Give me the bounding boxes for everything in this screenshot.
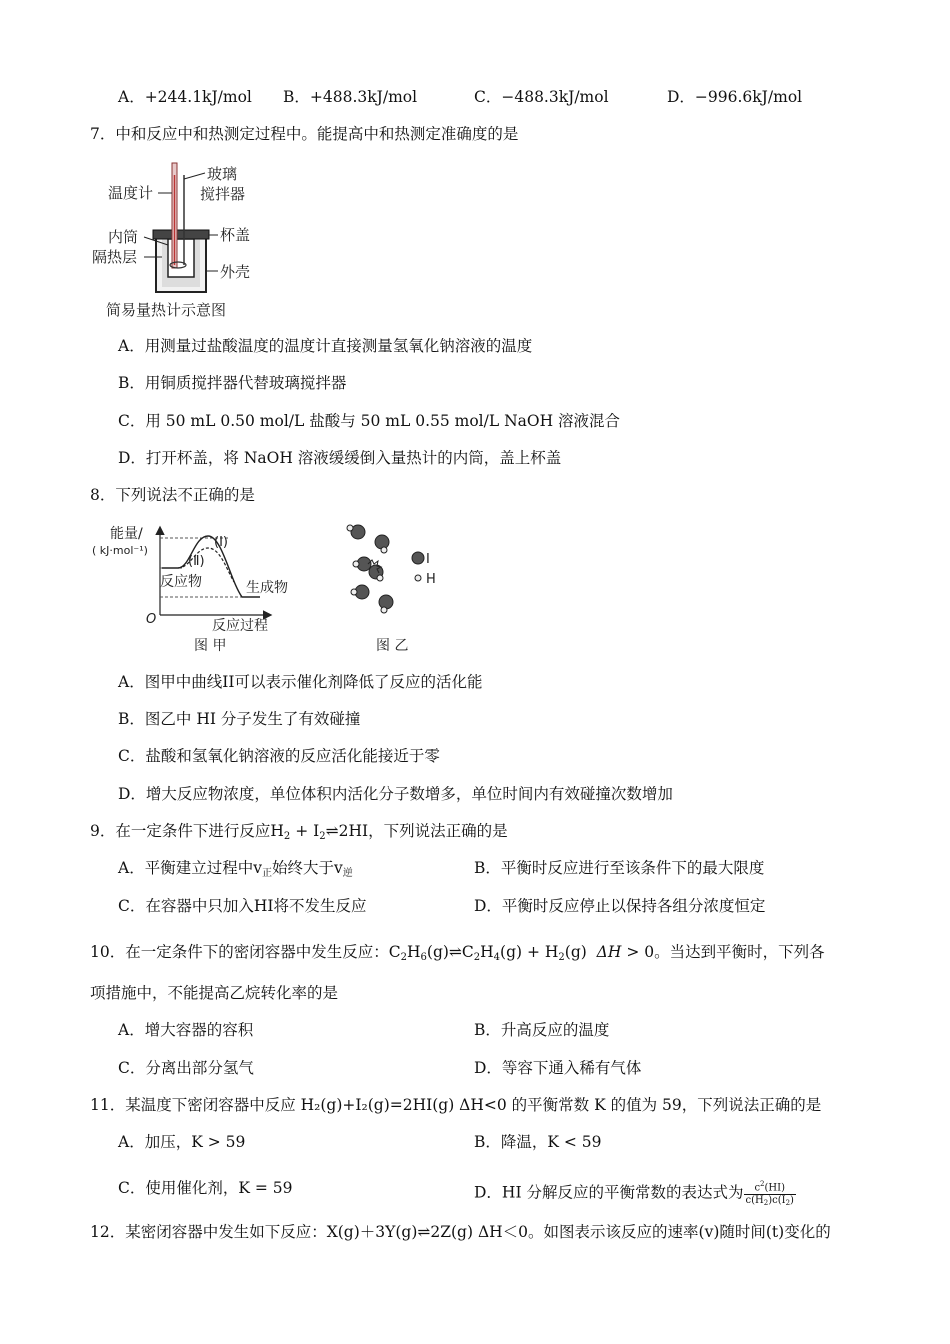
q11-option-b: B．降温，K < 59 — [474, 1133, 602, 1151]
collision-diagram — [340, 520, 460, 660]
origin-label: O — [146, 612, 157, 627]
label-inner-cup: 内筒 — [108, 228, 139, 246]
q11-option-a: A．加压，K > 59 — [118, 1133, 246, 1151]
q9-option-c: C．在容器中只加入HI将不发生反应 — [118, 897, 367, 915]
q8-option-d: D．增大反应物浓度，单位体积内活化分子数增多，单位时间内有效碰撞次数增加 — [118, 785, 673, 803]
q10-stem-line2: 项措施中，不能提高乙烷转化率的是 — [90, 984, 339, 1002]
q11-option-c: C．使用催化剂，K = 59 — [118, 1179, 293, 1197]
q9-stem: 9．在一定条件下进行反应$H_2$ + $I_2\rightleftharpoons 2HI$，下列说法正确的是 — [90, 822, 508, 842]
q12-stem: 12．某密闭容器中发生如下反应：X(g)＋3Y(g)⇌2Z(g) ΔH＜0。如图表示该反应的速率(v)随时间(t)变化的 — [90, 1223, 831, 1241]
q6-option-c: C．−488.3kJ/mol — [474, 88, 609, 106]
q10-option-b: B．升高反应的温度 — [474, 1021, 610, 1039]
q10-option-c: C．分离出部分氢气 — [118, 1059, 254, 1077]
energy-axis-label: 能量/ — [110, 526, 143, 542]
q11-equilibrium-fraction: $\frac{c^2(HI)}{c(H_2)c(I_2)}$ — [745, 1180, 794, 1208]
q9-option-a: A．平衡建立过程中$v_正$始终大于$v_逆$ — [118, 859, 353, 879]
q8-option-c: C．盐酸和氢氧化钠溶液的反应活化能接近于零 — [118, 747, 440, 765]
q7-option-b: B．用铜质搅拌器代替玻璃搅拌器 — [118, 374, 347, 392]
q7-option-a: A．用测量过盐酸温度的温度计直接测量氢氧化钠溶液的温度 — [118, 337, 533, 355]
q8-stem: 8．下列说法不正确的是 — [90, 486, 255, 504]
q6-option-b: B．+488.3kJ/mol — [283, 88, 418, 106]
q11-option-d: D．HI 分解反应的平衡常数的表达式为 $\frac{c^2(HI)}{c(H_2)c(I_2)}$ — [474, 1180, 794, 1208]
label-lid: 杯盖 — [220, 226, 251, 244]
q9-option-d: D．平衡时反应停止以保持各组分浓度恒定 — [474, 897, 766, 915]
product-label: 生成物 — [246, 580, 288, 596]
q8-option-b: B．图乙中 HI 分子发生了有效碰撞 — [118, 710, 361, 728]
reaction-progress-label: 反应过程 — [212, 618, 268, 634]
energy-profile-diagram — [90, 520, 320, 660]
label-thermometer: 温度计 — [108, 184, 154, 202]
reactant-label: 反应物 — [160, 574, 202, 590]
q10-equation: $C_2H_6(g)\rightleftharpoons C_2H_4(g) + H_2(g) \Delta H > 0$ — [388, 943, 655, 963]
q6-option-d: D．−996.6kJ/mol — [667, 88, 803, 106]
curve-label-1: (Ⅰ) — [214, 535, 228, 550]
label-glass: 玻璃 — [207, 165, 238, 183]
label-shell: 外壳 — [220, 263, 251, 281]
q10-stem: 10．在一定条件下的密闭容器中发生反应：$C_2H_6(g)\rightleftharpoons C_2H_4(g) + H_2(g) \Delta H > 0$。当达到平衡时，下列各 — [90, 943, 825, 963]
q6-option-a: A．+244.1kJ/mol — [118, 88, 252, 106]
q11-stem: 11．某温度下密闭容器中反应 H₂(g)+I₂(g)=2HI(g) ΔH<0 的平衡常数 K 的值为 59，下列说法正确的是 — [90, 1096, 822, 1114]
label-insulation: 隔热层 — [92, 248, 138, 266]
q8-option-a: A．图甲中曲线II可以表示催化剂降低了反应的活化能 — [118, 673, 483, 691]
q10-option-a: A．增大容器的容积 — [118, 1021, 254, 1039]
q10-option-d: D．等容下通入稀有气体 — [474, 1059, 642, 1077]
legend-hydrogen: H — [426, 572, 436, 587]
calorimeter-diagram — [92, 155, 260, 325]
q7-option-c: C．用 50 mL 0.50 mol/L 盐酸与 50 mL 0.55 mol/L NaOH 溶液混合 — [118, 412, 621, 430]
legend-iodine: I — [426, 552, 430, 567]
energy-axis-unit: ( kJ·mol⁻¹) — [92, 544, 148, 557]
label-stirrer: 搅拌器 — [200, 185, 246, 203]
q9-equation: $H_2$ + $I_2\rightleftharpoons 2HI$ — [270, 822, 369, 842]
figure-jia-caption: 图 甲 — [194, 638, 227, 654]
q7-option-d: D．打开杯盖，将 NaOH 溶液缓缓倒入量热计的内筒，盖上杯盖 — [118, 449, 562, 467]
q7-stem: 7．中和反应中和热测定过程中。能提高中和热测定准确度的是 — [90, 125, 519, 143]
curve-label-2: (Ⅱ) — [188, 554, 205, 569]
calorimeter-caption: 简易量热计示意图 — [106, 301, 227, 319]
figure-yi-caption: 图 乙 — [376, 638, 409, 654]
q9-option-b: B．平衡时反应进行至该条件下的最大限度 — [474, 859, 765, 877]
